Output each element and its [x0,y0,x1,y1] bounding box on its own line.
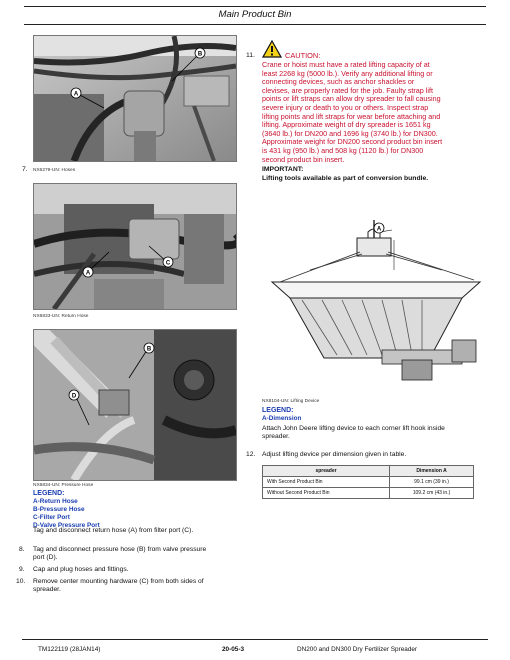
attach-line1: Attach John Deere lifting device to each corner lift hook inside [262,425,445,432]
step-8-number: 8. [19,546,25,553]
callout-b2: B [146,346,152,353]
attach-instruction [262,425,494,442]
photo-hoses [33,35,237,162]
callout-c: C [165,260,171,267]
step-12 [246,451,496,459]
page-title: Main Product Bin [218,9,292,20]
footer-doc-id: TM122119 (28JAN14) [38,646,101,653]
table-row [263,488,474,499]
legend-right-item-a: A-Dimension [262,415,302,423]
step-7-text: Tag and disconnect return hose (A) from filter port (C). [33,527,194,534]
step-8-text-line2: port (D). [33,554,58,562]
table-cell: 99.1 cm (39 in.) [390,477,474,488]
step-9 [19,566,239,574]
photo-hoses-caption: NX6279-UN: Hoses [33,168,76,173]
footer-rule [22,639,488,640]
photo-pressure-hose-caption: NX6834-UN: Pressure Hose [33,483,94,488]
footer-page-number: 20-05-3 [222,646,245,653]
caution-line: is 431 kg (950 lb.) and 508 kg (1120 lb.) for DN300 [262,145,424,155]
legend-left-item-c: C-Filter Port [33,514,70,522]
footer-product-title: DN200 and DN300 Dry Fertilizer Spreader [297,646,418,653]
table-header-spreader: spreader [263,466,390,477]
photo-return-hose-caption: NX6833-UN: Return Hose [33,314,89,319]
step-9-text: Cap and plug hoses and fittings. [33,566,129,573]
caution-line: clevises, are properly rated for the job. Faulty strap lift [262,85,433,95]
legend-left-item-b: B-Pressure Hose [33,506,85,514]
step-12-text: Adjust lifting device per dimension given in table. [262,451,407,458]
legend-right-title: LEGEND: [262,407,294,414]
step-8-text-line1: Tag and disconnect pressure hose (B) from valve pressure [33,546,207,553]
table-cell: Without Second Product Bin [263,488,390,499]
step-11-number: 11. [246,52,255,59]
caution-text [262,61,494,164]
caution-line: severe injury or death to you or others. Inspect strap [262,102,429,112]
legend-left-title: LEGEND: [33,490,65,497]
caution-line: Crane or hoist must have a rated lifting capacity of at [262,60,430,69]
important-label: IMPORTANT: [262,166,304,173]
lifting-device-illustration [262,190,490,394]
step-7-number: 7. [22,166,28,173]
table-row [263,477,474,488]
caution-line: second product bin insert. [262,154,345,164]
callout-b: B [197,51,203,58]
legend-left-item-d: D-Valve Pressure Port [33,521,100,529]
step-10-text-line1: Remove center mounting hardware (C) from both sides of [33,578,204,585]
legend-left [33,490,100,530]
header-rule-top [24,6,486,7]
dimension-table [262,465,474,499]
step-9-number: 9. [19,566,25,573]
table-cell: 109.2 cm (43 in.) [390,488,474,499]
callout-a: A [73,91,79,98]
caution-line: least 2268 kg (5000 lb.). Verify any additional lifting or [262,68,433,78]
step-10 [16,578,240,595]
table-header-dimension: Dimension A [390,466,474,477]
caution-line: (3640 lb.) for DN200 and 1696 kg (3740 lb.) for DN300. [262,128,438,138]
step-10-text-line2: spreader. [33,586,61,594]
caution-line: connecting devices, such as anchor shackles or [262,77,415,87]
caution-line: lifting. Approximate weight of dry spreader is 1651 kg [262,120,431,130]
caution-line: lifting points and lift straps for wear before attaching and [262,111,441,121]
caution-label: CAUTION: [285,51,321,60]
important-text: Lifting tools available as part of conversion bundle. [262,175,429,182]
step-8 [19,546,239,563]
legend-left-item-a: A-Return Hose [33,498,78,506]
table-header-row [263,466,474,477]
attach-line2: spreader. [262,433,290,441]
caution-line: Approximate weight for DN200 second product bin insert [262,137,443,147]
photo-pressure-hose [33,329,237,481]
header-rule-bottom [24,24,486,25]
step-12-number: 12. [246,451,256,458]
callout-d: D [71,393,77,400]
caution-line: points or lift straps can allow dry spreader to fall causing [262,94,441,104]
table-cell: With Second Product Bin [263,477,390,488]
step-10-number: 10. [16,578,26,585]
legend-right [262,407,301,423]
callout-a2: A [85,270,91,277]
photo-return-hose [33,183,237,310]
lifting-device-caption: NX8104-UN: Lifting Device [262,399,320,404]
callout-dim-a: A [376,226,382,233]
